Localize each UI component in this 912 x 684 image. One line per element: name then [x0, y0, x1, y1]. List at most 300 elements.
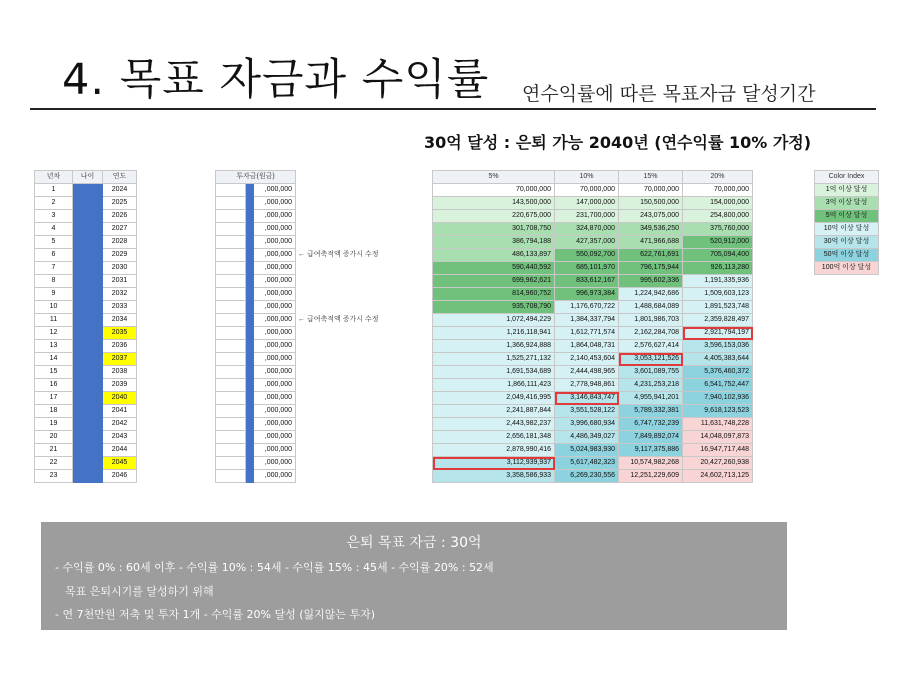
invest-amount-cell: ,000,000: [254, 262, 296, 275]
value-cell: 926,113,280: [683, 262, 753, 275]
table-row: [35, 379, 137, 392]
summary-line-2: 목표 은퇴시기를 달성하기 위해: [65, 585, 214, 598]
table-row: [35, 288, 137, 301]
value-cell: 10,574,982,268: [619, 457, 683, 470]
table-row: [433, 184, 753, 197]
invest-bar-cell: [246, 392, 254, 405]
invest-amount-cell: ,000,000: [254, 379, 296, 392]
year-cell: 2036: [103, 340, 137, 353]
invest-bar-cell: [246, 275, 254, 288]
adjust-note: ← 급여축적액 증가시 수정: [298, 251, 379, 258]
legend-row: [815, 262, 879, 275]
invest-bar-cell: [246, 340, 254, 353]
value-cell: 16,947,717,448: [683, 444, 753, 457]
value-cell: 796,175,944: [619, 262, 683, 275]
left-col-header: 나이: [73, 171, 103, 184]
value-cell: 1,866,111,423: [433, 379, 555, 392]
year-cell: 2035: [103, 327, 137, 340]
invest-blank-cell: [216, 236, 246, 249]
value-cell: 6,747,732,239: [619, 418, 683, 431]
value-cell: 471,966,688: [619, 236, 683, 249]
age-cell: [73, 405, 103, 418]
table-row: [216, 353, 296, 366]
table-row: [216, 444, 296, 457]
year-cell: 2034: [103, 314, 137, 327]
invest-bar-cell: [246, 223, 254, 236]
table-row: [433, 236, 753, 249]
adjust-note: ← 급여축적액 증가시 수정: [298, 316, 379, 323]
value-cell: 2,921,794,197: [683, 327, 753, 340]
value-cell: 154,000,000: [683, 197, 753, 210]
invest-bar-cell: [246, 314, 254, 327]
invest-blank-cell: [216, 340, 246, 353]
table-row: [216, 249, 296, 262]
value-cell: 5,024,983,930: [555, 444, 619, 457]
value-cell: 1,072,494,229: [433, 314, 555, 327]
legend-row: [815, 223, 879, 236]
invest-blank-cell: [216, 275, 246, 288]
table-row: [35, 314, 137, 327]
year-index-cell: 19: [35, 418, 73, 431]
table-row: [433, 392, 753, 405]
year-index-cell: 10: [35, 301, 73, 314]
value-cell: 231,700,000: [555, 210, 619, 223]
table-row: [433, 340, 753, 353]
value-cell: 9,618,123,523: [683, 405, 753, 418]
table-row: [433, 353, 753, 366]
value-cell: 427,357,000: [555, 236, 619, 249]
table-row: [35, 275, 137, 288]
investment-table: [215, 170, 296, 483]
invest-amount-cell: ,000,000: [254, 366, 296, 379]
value-cell: 622,761,691: [619, 249, 683, 262]
age-cell: [73, 288, 103, 301]
page-subtitle: 연수익률에 따른 목표자금 달성기간: [522, 83, 816, 105]
age-cell: [73, 197, 103, 210]
table-row: [35, 327, 137, 340]
year-index-cell: 3: [35, 210, 73, 223]
year-index-cell: 17: [35, 392, 73, 405]
table-row: [216, 470, 296, 483]
table-row: [433, 457, 753, 470]
value-cell: 7,849,892,074: [619, 431, 683, 444]
table-row: [216, 223, 296, 236]
invest-bar-cell: [246, 301, 254, 314]
invest-blank-cell: [216, 288, 246, 301]
legend-item: 3억 이상 달성: [815, 197, 879, 210]
value-cell: 147,000,000: [555, 197, 619, 210]
year-index-cell: 9: [35, 288, 73, 301]
value-cell: 2,656,181,348: [433, 431, 555, 444]
value-cell: 486,133,897: [433, 249, 555, 262]
invest-bar-cell: [246, 327, 254, 340]
invest-blank-cell: [216, 379, 246, 392]
value-cell: 2,443,982,237: [433, 418, 555, 431]
year-index-cell: 5: [35, 236, 73, 249]
summary-heading: 은퇴 목표 자금 : 30억: [346, 535, 482, 551]
value-cell: 3,053,121,526: [619, 353, 683, 366]
value-cell: 1,864,048,731: [555, 340, 619, 353]
legend-row: [815, 197, 879, 210]
year-cell: 2037: [103, 353, 137, 366]
year-cell: 2046: [103, 470, 137, 483]
invest-amount-cell: ,000,000: [254, 457, 296, 470]
year-cell: 2024: [103, 184, 137, 197]
table-row: [35, 392, 137, 405]
age-cell: [73, 340, 103, 353]
invest-amount-cell: ,000,000: [254, 275, 296, 288]
invest-blank-cell: [216, 262, 246, 275]
invest-bar-cell: [246, 366, 254, 379]
value-cell: 5,376,460,372: [683, 366, 753, 379]
table-row: [433, 314, 753, 327]
invest-bar-cell: [246, 288, 254, 301]
age-cell: [73, 275, 103, 288]
value-cell: 9,117,375,886: [619, 444, 683, 457]
table-row: [216, 379, 296, 392]
value-cell: 2,140,453,604: [555, 353, 619, 366]
value-cell: 2,576,627,414: [619, 340, 683, 353]
table-row: [216, 275, 296, 288]
table-row: [35, 249, 137, 262]
invest-amount-cell: ,000,000: [254, 405, 296, 418]
year-cell: 2045: [103, 457, 137, 470]
table-row: [35, 444, 137, 457]
year-cell: 2043: [103, 431, 137, 444]
value-cell: 1,525,271,132: [433, 353, 555, 366]
year-index-cell: 6: [35, 249, 73, 262]
value-cell: 2,162,284,708: [619, 327, 683, 340]
invest-amount-cell: ,000,000: [254, 184, 296, 197]
value-cell: 550,092,700: [555, 249, 619, 262]
year-index-cell: 7: [35, 262, 73, 275]
year-cell: 2033: [103, 301, 137, 314]
value-cell: 2,241,887,844: [433, 405, 555, 418]
year-index-cell: 11: [35, 314, 73, 327]
table-row: [433, 288, 753, 301]
table-row: [216, 288, 296, 301]
value-cell: 6,541,752,447: [683, 379, 753, 392]
invest-blank-cell: [216, 210, 246, 223]
value-cell: 143,500,000: [433, 197, 555, 210]
table-row: [433, 405, 753, 418]
growth-table: [432, 170, 753, 483]
tagline: 30억 달성 : 은퇴 가능 2040년 (연수익률 10% 가정): [424, 133, 812, 152]
table-row: [216, 366, 296, 379]
table-row: [216, 236, 296, 249]
year-index-cell: 15: [35, 366, 73, 379]
invest-amount-cell: ,000,000: [254, 327, 296, 340]
invest-amount-cell: ,000,000: [254, 288, 296, 301]
table-row: [433, 418, 753, 431]
value-cell: 386,794,188: [433, 236, 555, 249]
invest-amount-cell: ,000,000: [254, 301, 296, 314]
year-cell: 2032: [103, 288, 137, 301]
summary-box: [41, 522, 787, 630]
value-cell: 4,486,349,027: [555, 431, 619, 444]
invest-amount-cell: ,000,000: [254, 223, 296, 236]
page-title: 4. 목표 자금과 수익률: [62, 55, 490, 105]
title-divider: [30, 108, 876, 110]
invest-bar-cell: [246, 379, 254, 392]
table-row: [433, 275, 753, 288]
table-row: [35, 184, 137, 197]
value-cell: 1,366,924,888: [433, 340, 555, 353]
value-cell: 2,444,498,965: [555, 366, 619, 379]
table-row: [216, 314, 296, 327]
value-cell: 375,760,000: [683, 223, 753, 236]
year-cell: 2042: [103, 418, 137, 431]
value-cell: 1,488,684,089: [619, 301, 683, 314]
value-cell: 1,891,523,748: [683, 301, 753, 314]
value-cell: 70,000,000: [619, 184, 683, 197]
summary-line-1: - 수익률 0% : 60세 이후 - 수익률 10% : 54세 - 수익률 15% : 45세 - 수익률 20% : 52세: [55, 561, 494, 574]
value-cell: 3,601,089,755: [619, 366, 683, 379]
value-cell: 301,708,750: [433, 223, 555, 236]
table-row: [433, 210, 753, 223]
invest-blank-cell: [216, 184, 246, 197]
age-cell: [73, 444, 103, 457]
value-cell: 1,384,337,794: [555, 314, 619, 327]
legend-item: 50억 이상 달성: [815, 249, 879, 262]
legend-item: 10억 이상 달성: [815, 223, 879, 236]
table-row: [433, 223, 753, 236]
table-row: [35, 197, 137, 210]
table-row: [216, 262, 296, 275]
legend-item: 5억 이상 달성: [815, 210, 879, 223]
value-cell: 2,049,416,995: [433, 392, 555, 405]
value-cell: 20,427,260,938: [683, 457, 753, 470]
table-row: [433, 197, 753, 210]
left-col-header: 연도: [103, 171, 137, 184]
invest-bar-cell: [246, 405, 254, 418]
value-cell: 3,551,528,122: [555, 405, 619, 418]
table-row: [35, 353, 137, 366]
invest-blank-cell: [216, 301, 246, 314]
invest-blank-cell: [216, 366, 246, 379]
value-cell: 70,000,000: [433, 184, 555, 197]
table-row: [35, 457, 137, 470]
year-index-cell: 4: [35, 223, 73, 236]
year-cell: 2044: [103, 444, 137, 457]
value-cell: 1,176,670,722: [555, 301, 619, 314]
invest-amount-cell: ,000,000: [254, 249, 296, 262]
age-cell: [73, 327, 103, 340]
value-cell: 3,996,680,934: [555, 418, 619, 431]
table-row: [216, 340, 296, 353]
year-cell: 2025: [103, 197, 137, 210]
age-cell: [73, 470, 103, 483]
rate-header: 5%: [433, 171, 555, 184]
table-row: [433, 249, 753, 262]
invest-bar-cell: [246, 262, 254, 275]
table-row: [433, 262, 753, 275]
value-cell: 590,440,592: [433, 262, 555, 275]
value-cell: 699,962,621: [433, 275, 555, 288]
year-index-cell: 16: [35, 379, 73, 392]
value-cell: 324,870,000: [555, 223, 619, 236]
invest-bar-cell: [246, 457, 254, 470]
value-cell: 3,112,939,937: [433, 457, 555, 470]
value-cell: 1,224,942,686: [619, 288, 683, 301]
value-cell: 349,536,250: [619, 223, 683, 236]
year-index-cell: 1: [35, 184, 73, 197]
value-cell: 833,612,167: [555, 275, 619, 288]
legend-row: [815, 184, 879, 197]
age-cell: [73, 301, 103, 314]
rate-header: 10%: [555, 171, 619, 184]
table-row: [216, 392, 296, 405]
year-index-cell: 14: [35, 353, 73, 366]
year-index-cell: 21: [35, 444, 73, 457]
value-cell: 220,675,000: [433, 210, 555, 223]
table-row: [35, 236, 137, 249]
year-index-cell: 23: [35, 470, 73, 483]
invest-blank-cell: [216, 327, 246, 340]
value-cell: 3,358,586,933: [433, 470, 555, 483]
value-cell: 7,940,102,936: [683, 392, 753, 405]
age-cell: [73, 392, 103, 405]
year-cell: 2028: [103, 236, 137, 249]
table-row: [35, 405, 137, 418]
table-row: [35, 210, 137, 223]
value-cell: 5,617,482,323: [555, 457, 619, 470]
invest-amount-cell: ,000,000: [254, 392, 296, 405]
year-cell: 2039: [103, 379, 137, 392]
value-cell: 12,251,229,609: [619, 470, 683, 483]
age-cell: [73, 366, 103, 379]
invest-blank-cell: [216, 249, 246, 262]
summary-line-3: - 연 7천만원 저축 및 투자 1개 - 수익률 20% 달성 (잃지않는 투자): [55, 608, 376, 621]
legend-row: [815, 210, 879, 223]
table-row: [35, 366, 137, 379]
age-cell: [73, 314, 103, 327]
year-index-cell: 8: [35, 275, 73, 288]
age-cell: [73, 379, 103, 392]
invest-blank-cell: [216, 223, 246, 236]
age-cell: [73, 249, 103, 262]
value-cell: 1,801,986,703: [619, 314, 683, 327]
value-cell: 3,596,153,036: [683, 340, 753, 353]
year-cell: 2029: [103, 249, 137, 262]
invest-amount-cell: ,000,000: [254, 236, 296, 249]
legend-item: 1억 이상 달성: [815, 184, 879, 197]
value-cell: 2,778,948,861: [555, 379, 619, 392]
table-row: [35, 223, 137, 236]
invest-blank-cell: [216, 470, 246, 483]
table-row: [216, 405, 296, 418]
year-index-cell: 2: [35, 197, 73, 210]
year-cell: 2031: [103, 275, 137, 288]
table-row: [35, 418, 137, 431]
invest-blank-cell: [216, 418, 246, 431]
table-row: [35, 262, 137, 275]
year-index-cell: 18: [35, 405, 73, 418]
rate-header: 15%: [619, 171, 683, 184]
table-row: [433, 301, 753, 314]
table-row: [35, 470, 137, 483]
year-cell: 2040: [103, 392, 137, 405]
invest-bar-cell: [246, 236, 254, 249]
invest-blank-cell: [216, 353, 246, 366]
invest-blank-cell: [216, 431, 246, 444]
invest-bar-cell: [246, 197, 254, 210]
year-cell: 2038: [103, 366, 137, 379]
invest-amount-cell: ,000,000: [254, 444, 296, 457]
table-row: [35, 340, 137, 353]
value-cell: 1,191,335,936: [683, 275, 753, 288]
invest-bar-cell: [246, 353, 254, 366]
year-index-cell: 13: [35, 340, 73, 353]
legend-item: 100억 이상 달성: [815, 262, 879, 275]
value-cell: 150,500,000: [619, 197, 683, 210]
invest-bar-cell: [246, 184, 254, 197]
value-cell: 243,075,000: [619, 210, 683, 223]
value-cell: 4,955,941,201: [619, 392, 683, 405]
invest-blank-cell: [216, 444, 246, 457]
invest-bar-cell: [246, 418, 254, 431]
table-row: [433, 379, 753, 392]
invest-amount-cell: ,000,000: [254, 197, 296, 210]
invest-amount-cell: ,000,000: [254, 353, 296, 366]
investment-header: 투자금(원금): [216, 171, 296, 184]
invest-bar-cell: [246, 210, 254, 223]
value-cell: 6,269,230,556: [555, 470, 619, 483]
year-index-cell: 22: [35, 457, 73, 470]
value-cell: 3,146,843,747: [555, 392, 619, 405]
invest-blank-cell: [216, 197, 246, 210]
table-row: [433, 431, 753, 444]
age-cell: [73, 184, 103, 197]
table-row: [216, 184, 296, 197]
year-cell: 2027: [103, 223, 137, 236]
invest-blank-cell: [216, 457, 246, 470]
value-cell: 685,101,970: [555, 262, 619, 275]
invest-amount-cell: ,000,000: [254, 431, 296, 444]
table-row: [216, 431, 296, 444]
age-cell: [73, 223, 103, 236]
age-cell: [73, 262, 103, 275]
value-cell: 705,094,400: [683, 249, 753, 262]
value-cell: 1,509,603,123: [683, 288, 753, 301]
legend-row: [815, 236, 879, 249]
legend-item: 30억 이상 달성: [815, 236, 879, 249]
year-cell: 2030: [103, 262, 137, 275]
value-cell: 996,973,384: [555, 288, 619, 301]
rate-header: 20%: [683, 171, 753, 184]
value-cell: 1,691,534,689: [433, 366, 555, 379]
age-cell: [73, 431, 103, 444]
age-cell: [73, 236, 103, 249]
table-row: [433, 470, 753, 483]
table-row: [216, 197, 296, 210]
age-cell: [73, 353, 103, 366]
age-cell: [73, 210, 103, 223]
table-row: [433, 444, 753, 457]
table-row: [216, 327, 296, 340]
invest-amount-cell: ,000,000: [254, 210, 296, 223]
value-cell: 70,000,000: [555, 184, 619, 197]
year-index-cell: 12: [35, 327, 73, 340]
age-year-table: [34, 170, 137, 483]
invest-bar-cell: [246, 444, 254, 457]
table-row: [216, 457, 296, 470]
value-cell: 14,048,097,873: [683, 431, 753, 444]
value-cell: 520,912,000: [683, 236, 753, 249]
value-cell: 1,612,771,574: [555, 327, 619, 340]
invest-bar-cell: [246, 470, 254, 483]
color-index-legend: [814, 170, 879, 275]
